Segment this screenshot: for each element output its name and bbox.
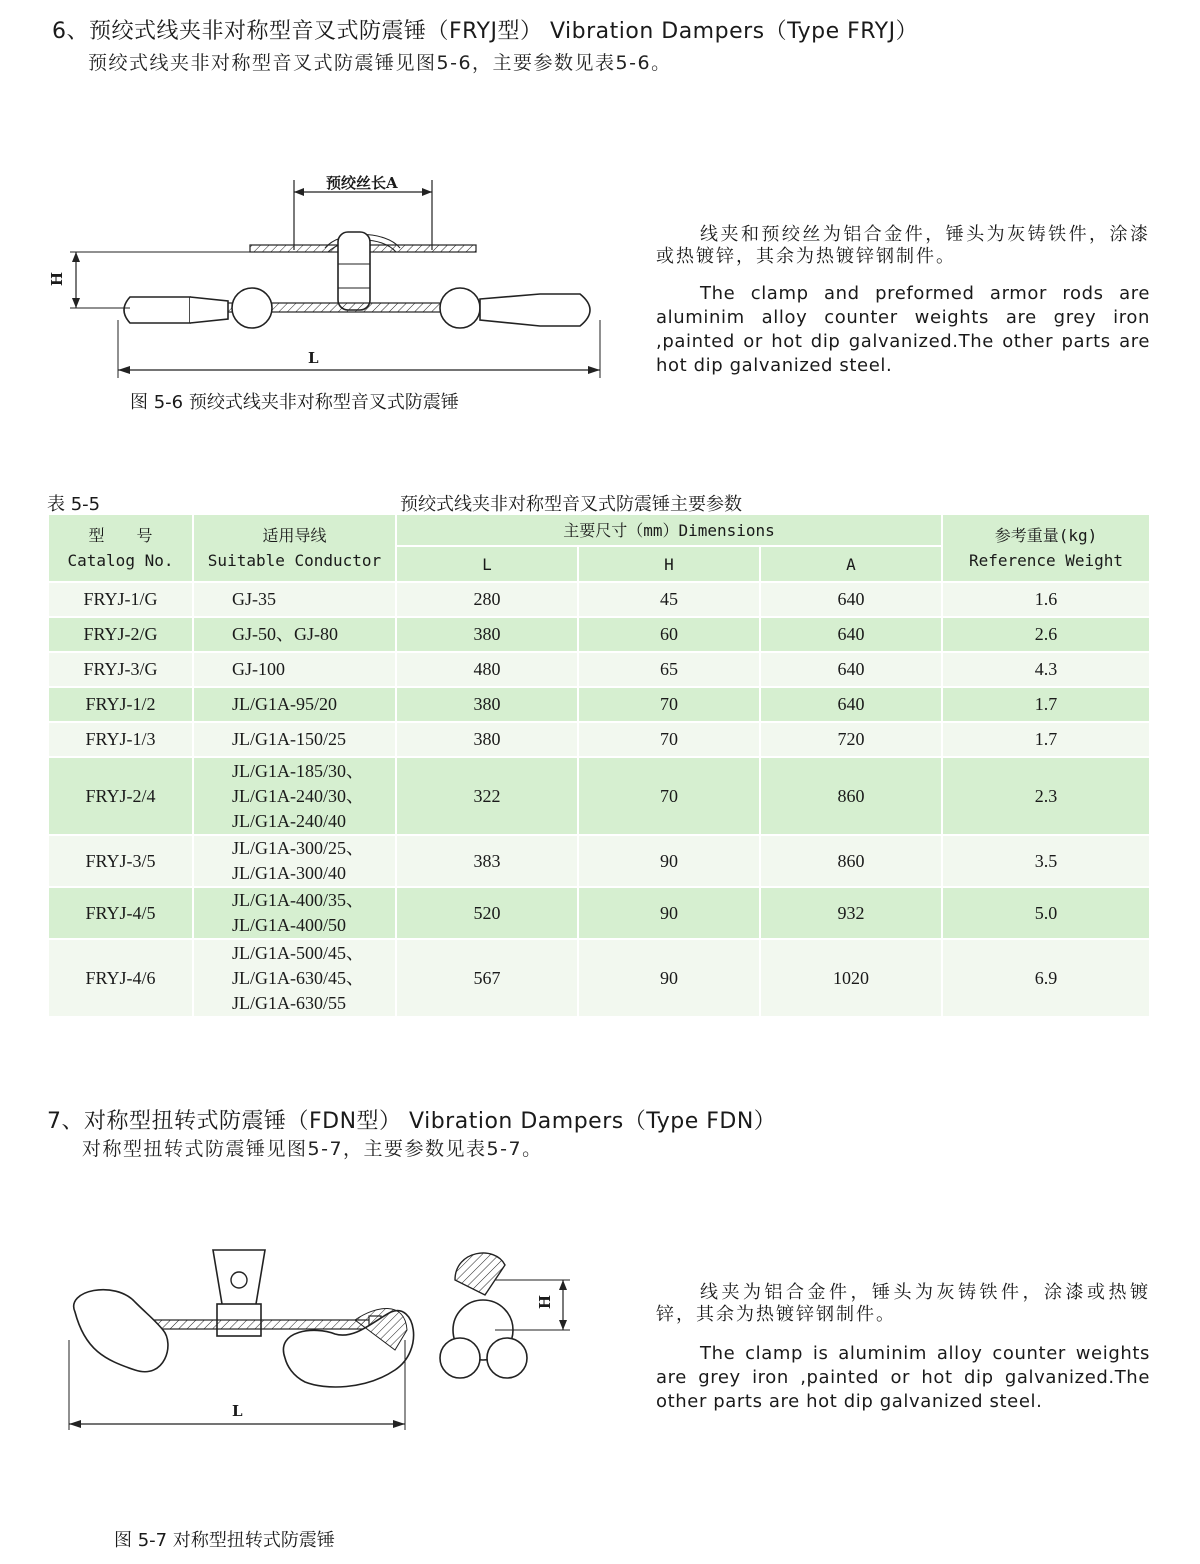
figure-5-6-caption: 图 5-6 预绞式线夹非对称型音叉式防震锤: [130, 392, 459, 413]
cell-h: 70: [579, 688, 759, 721]
section-6-subheading: 预绞式线夹非对称型音叉式防震锤见图5-6，主要参数见表5-6。: [88, 52, 672, 74]
cell-weight: 2.6: [943, 618, 1149, 651]
figure-5-6-label-h: H: [48, 271, 67, 287]
cell-a: 860: [761, 836, 941, 886]
header-catalog-en: Catalog No.: [67, 551, 174, 570]
cell-catalog: FRYJ-1/3: [49, 723, 192, 756]
table-row: [49, 653, 1149, 686]
header-conductor-cn: 适用导线: [262, 526, 327, 545]
cell-h: 60: [579, 618, 759, 651]
conductor-line: JL/G1A-300/25、: [232, 838, 364, 858]
conductor-line: JL/G1A-300/40: [232, 863, 346, 883]
cell-a: 640: [761, 688, 941, 721]
cell-a: 640: [761, 618, 941, 651]
cell-a: 860: [761, 758, 941, 834]
header-l: L: [397, 547, 577, 581]
cell-h: 90: [579, 888, 759, 938]
cell-conductor: [194, 653, 395, 686]
cell-weight: 6.9: [943, 940, 1149, 1016]
section-6-note-en: The clamp and preformed armor rods are aluminim alloy counter weights are grey iron ,painted or hot dip galvanized.The other parts are hot dip galvanized steel.: [656, 283, 1150, 376]
conductor-line: JL/G1A-400/50: [232, 915, 346, 935]
header-h: H: [579, 547, 759, 581]
cell-l: 567: [397, 940, 577, 1016]
figure-5-6-drawing: [40, 160, 620, 390]
cell-conductor: [194, 583, 395, 616]
header-catalog-cn: 型 号: [88, 526, 153, 545]
table-title: 预绞式线夹非对称型音叉式防震锤主要参数: [400, 494, 742, 515]
figure-5-7-caption: 图 5-7 对称型扭转式防震锤: [114, 1530, 335, 1551]
cell-l: 480: [397, 653, 577, 686]
cell-conductor: [194, 758, 395, 834]
header-weight: [943, 515, 1149, 581]
conductor-line: JL/G1A-400/35、: [232, 890, 364, 910]
cell-conductor: [194, 618, 395, 651]
table-row: [49, 723, 1149, 756]
conductor-line: JL/G1A-95/20: [232, 694, 337, 714]
section-7-note-cn: 线夹为铝合金件，锤头为灰铸铁件，涂漆或热镀锌，其余为热镀锌钢制件。: [656, 1282, 1150, 1325]
cell-h: 90: [579, 836, 759, 886]
cell-catalog: FRYJ-4/5: [49, 888, 192, 938]
conductor-line: GJ-100: [232, 659, 285, 679]
header-catalog: [49, 515, 192, 581]
cell-conductor: [194, 723, 395, 756]
header-weight-en: Reference Weight: [968, 551, 1124, 570]
conductor-line: JL/G1A-630/55: [232, 992, 346, 1013]
section-7-note-en: The clamp is aluminim alloy counter weights are grey iron ,painted or hot dip galvanized.The other parts are hot dip galvanized steel.: [656, 1343, 1150, 1412]
section-6-heading: 6、预绞式线夹非对称型音叉式防震锤（FRYJ型） Vibration Dampers（Type FRYJ）: [52, 19, 919, 44]
cell-weight: 3.5: [943, 836, 1149, 886]
table-row: [49, 583, 1149, 616]
figure-5-7-label-h: H: [536, 1294, 555, 1310]
cell-l: 383: [397, 836, 577, 886]
cell-weight: 2.3: [943, 758, 1149, 834]
table-row: [49, 836, 1149, 886]
cell-l: 380: [397, 723, 577, 756]
table-row: [49, 888, 1149, 938]
spec-table-body: [49, 583, 1149, 1016]
conductor-line: JL/G1A-150/25: [232, 729, 346, 749]
table-number: 表 5-5: [47, 494, 101, 515]
conductor-line: JL/G1A-630/45、: [232, 967, 364, 988]
section-6-note-cn: 线夹和预绞丝为铝合金件，锤头为灰铸铁件，涂漆或热镀锌，其余为热镀锌钢制件。: [656, 224, 1150, 267]
cell-conductor: [194, 940, 395, 1016]
table-row: [49, 758, 1149, 834]
conductor-line: JL/G1A-185/30、: [232, 760, 364, 781]
cell-conductor: [194, 836, 395, 886]
cell-weight: 1.7: [943, 688, 1149, 721]
table-row: [49, 618, 1149, 651]
cell-weight: 1.6: [943, 583, 1149, 616]
cell-l: 380: [397, 688, 577, 721]
figure-5-6-label-a: 预绞丝长A: [326, 174, 398, 192]
conductor-line: GJ-50、GJ-80: [232, 624, 338, 644]
header-conductor: [194, 515, 395, 581]
figure-5-7-drawing: [55, 1240, 585, 1440]
cell-conductor: [194, 688, 395, 721]
header-conductor-en: Suitable Conductor: [207, 551, 382, 570]
cell-a: 640: [761, 583, 941, 616]
cell-l: 280: [397, 583, 577, 616]
cell-a: 640: [761, 653, 941, 686]
cell-a: 1020: [761, 940, 941, 1016]
conductor-line: JL/G1A-240/40: [232, 810, 346, 831]
cell-h: 70: [579, 758, 759, 834]
cell-catalog: FRYJ-1/G: [49, 583, 192, 616]
cell-conductor: [194, 888, 395, 938]
cell-catalog: FRYJ-1/2: [49, 688, 192, 721]
header-weight-cn: 参考重量(kg): [994, 526, 1098, 545]
cell-catalog: FRYJ-4/6: [49, 940, 192, 1016]
cell-catalog: FRYJ-3/G: [49, 653, 192, 686]
cell-weight: 4.3: [943, 653, 1149, 686]
header-a: A: [761, 547, 941, 581]
cell-h: 45: [579, 583, 759, 616]
spec-table: [47, 513, 1149, 1018]
cell-l: 520: [397, 888, 577, 938]
cell-weight: 5.0: [943, 888, 1149, 938]
conductor-line: GJ-35: [232, 589, 276, 609]
figure-5-6-label-l: L: [308, 349, 319, 367]
cell-h: 90: [579, 940, 759, 1016]
header-dimensions: 主要尺寸（mm）Dimensions: [397, 515, 941, 545]
section-7-heading: 7、对称型扭转式防震锤（FDN型） Vibration Dampers（Type FDN）: [47, 1109, 777, 1134]
table-row: [49, 688, 1149, 721]
table-row: [49, 940, 1149, 1016]
cell-weight: 1.7: [943, 723, 1149, 756]
cell-catalog: FRYJ-3/5: [49, 836, 192, 886]
conductor-line: JL/G1A-240/30、: [232, 785, 364, 806]
conductor-line: JL/G1A-500/45、: [232, 942, 364, 963]
cell-l: 322: [397, 758, 577, 834]
cell-a: 932: [761, 888, 941, 938]
cell-l: 380: [397, 618, 577, 651]
cell-catalog: FRYJ-2/G: [49, 618, 192, 651]
cell-catalog: FRYJ-2/4: [49, 758, 192, 834]
section-7-subheading: 对称型扭转式防震锤见图5-7，主要参数见表5-7。: [82, 1138, 543, 1160]
cell-h: 65: [579, 653, 759, 686]
cell-h: 70: [579, 723, 759, 756]
figure-5-7-label-l: L: [232, 1402, 243, 1420]
cell-a: 720: [761, 723, 941, 756]
